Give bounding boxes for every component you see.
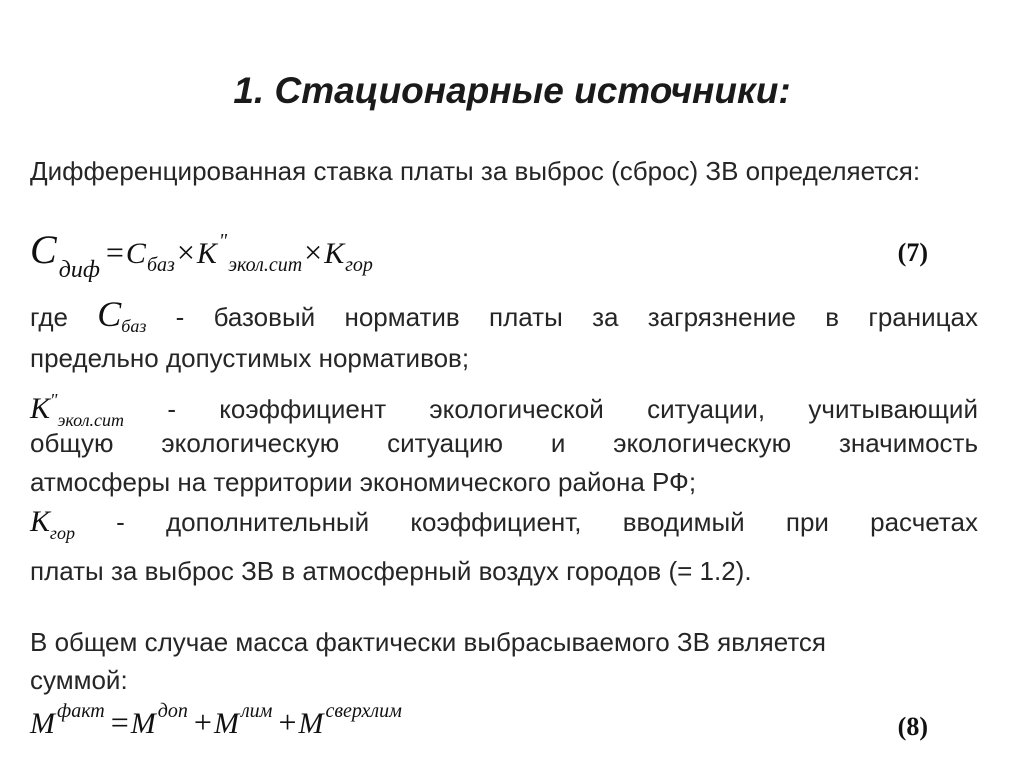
formula-8-term1: М [130, 707, 156, 740]
def-base-rate-cont: предельно допустимых нормативов; [30, 343, 470, 373]
formula-7-term2-sup: " [218, 230, 228, 252]
formula-8-term2: М [213, 707, 239, 740]
formula-7-term2: К [196, 237, 217, 270]
def-city-coef-cont: платы за выброс ЗВ в атмосферный воздух городов (= 1.2). [30, 556, 752, 586]
formula-7-term1: С [125, 237, 146, 270]
formula-7-times-1: × [176, 234, 195, 270]
def-base-rate [30, 296, 978, 344]
formula-7-times-2: × [304, 234, 323, 270]
mass-paragraph-line-2: суммой: [30, 665, 128, 695]
formula-8-lhs-sup: факт [57, 700, 105, 722]
formula-7-term2-sub: экол.сит [228, 254, 303, 276]
def-eco-coef-cont-2: атмосферы на территории экономического района РФ; [30, 467, 697, 497]
def-base-rate-symbol: С [97, 294, 122, 334]
def-city-coef-symbol-sub: гор [49, 523, 75, 543]
def-eco-coef-symbol-sub: экол.сит [57, 410, 125, 430]
formula-8 [30, 700, 402, 741]
slide-title: 1. Стационарные источники: [233, 70, 791, 111]
formula-7-term1-sub: баз [146, 254, 175, 276]
def-eco-coef-symbol-sup: " [49, 390, 58, 410]
def-city-coef-text: - дополнительный коэффициент, вводимый при расчетах [116, 507, 978, 537]
formula-7-term3: К [324, 237, 345, 270]
formula-7-lhs: С [30, 227, 57, 272]
mass-paragraph-line-1: В общем случае масса фактически выбрасываемого ЗВ является [30, 627, 827, 657]
formula-8-lhs: М [30, 707, 55, 740]
formula-7-equals: = [105, 234, 124, 270]
formula-8-term3: М [298, 707, 324, 740]
formula-8-equals: = [110, 704, 129, 740]
def-eco-coef-text: - коэффициент экологической ситуации, учитывающий [167, 394, 978, 424]
def-base-rate-lead: где [30, 302, 68, 332]
formula-8-plus-2: + [278, 704, 297, 740]
formula-8-term2-sup: лим [240, 700, 273, 722]
def-base-rate-symbol-sub: баз [121, 316, 147, 336]
formula-8-number: (8) [897, 712, 928, 741]
formula-8-term1-sup: доп [157, 700, 188, 722]
def-eco-coef-symbol: К [30, 392, 50, 425]
def-eco-coef-cont-1: общую экологическую ситуацию и экологическую значимость [30, 428, 978, 458]
intro-paragraph: Дифференцированная ставка платы за выброс (сброс) ЗВ определяется: [30, 156, 921, 186]
formula-7-number: (7) [897, 238, 928, 267]
formula-7 [30, 226, 373, 284]
formula-7-lhs-sub: диф [58, 257, 100, 283]
formula-7-term3-sub: гор [345, 254, 373, 276]
formula-8-plus-1: + [193, 704, 212, 740]
def-base-rate-text: - базовый норматив платы за загрязнение в границах [175, 302, 978, 332]
def-city-coef-symbol: К [30, 505, 50, 538]
def-city-coef [30, 504, 978, 551]
formula-8-term3-sup: сверхлим [325, 700, 402, 722]
